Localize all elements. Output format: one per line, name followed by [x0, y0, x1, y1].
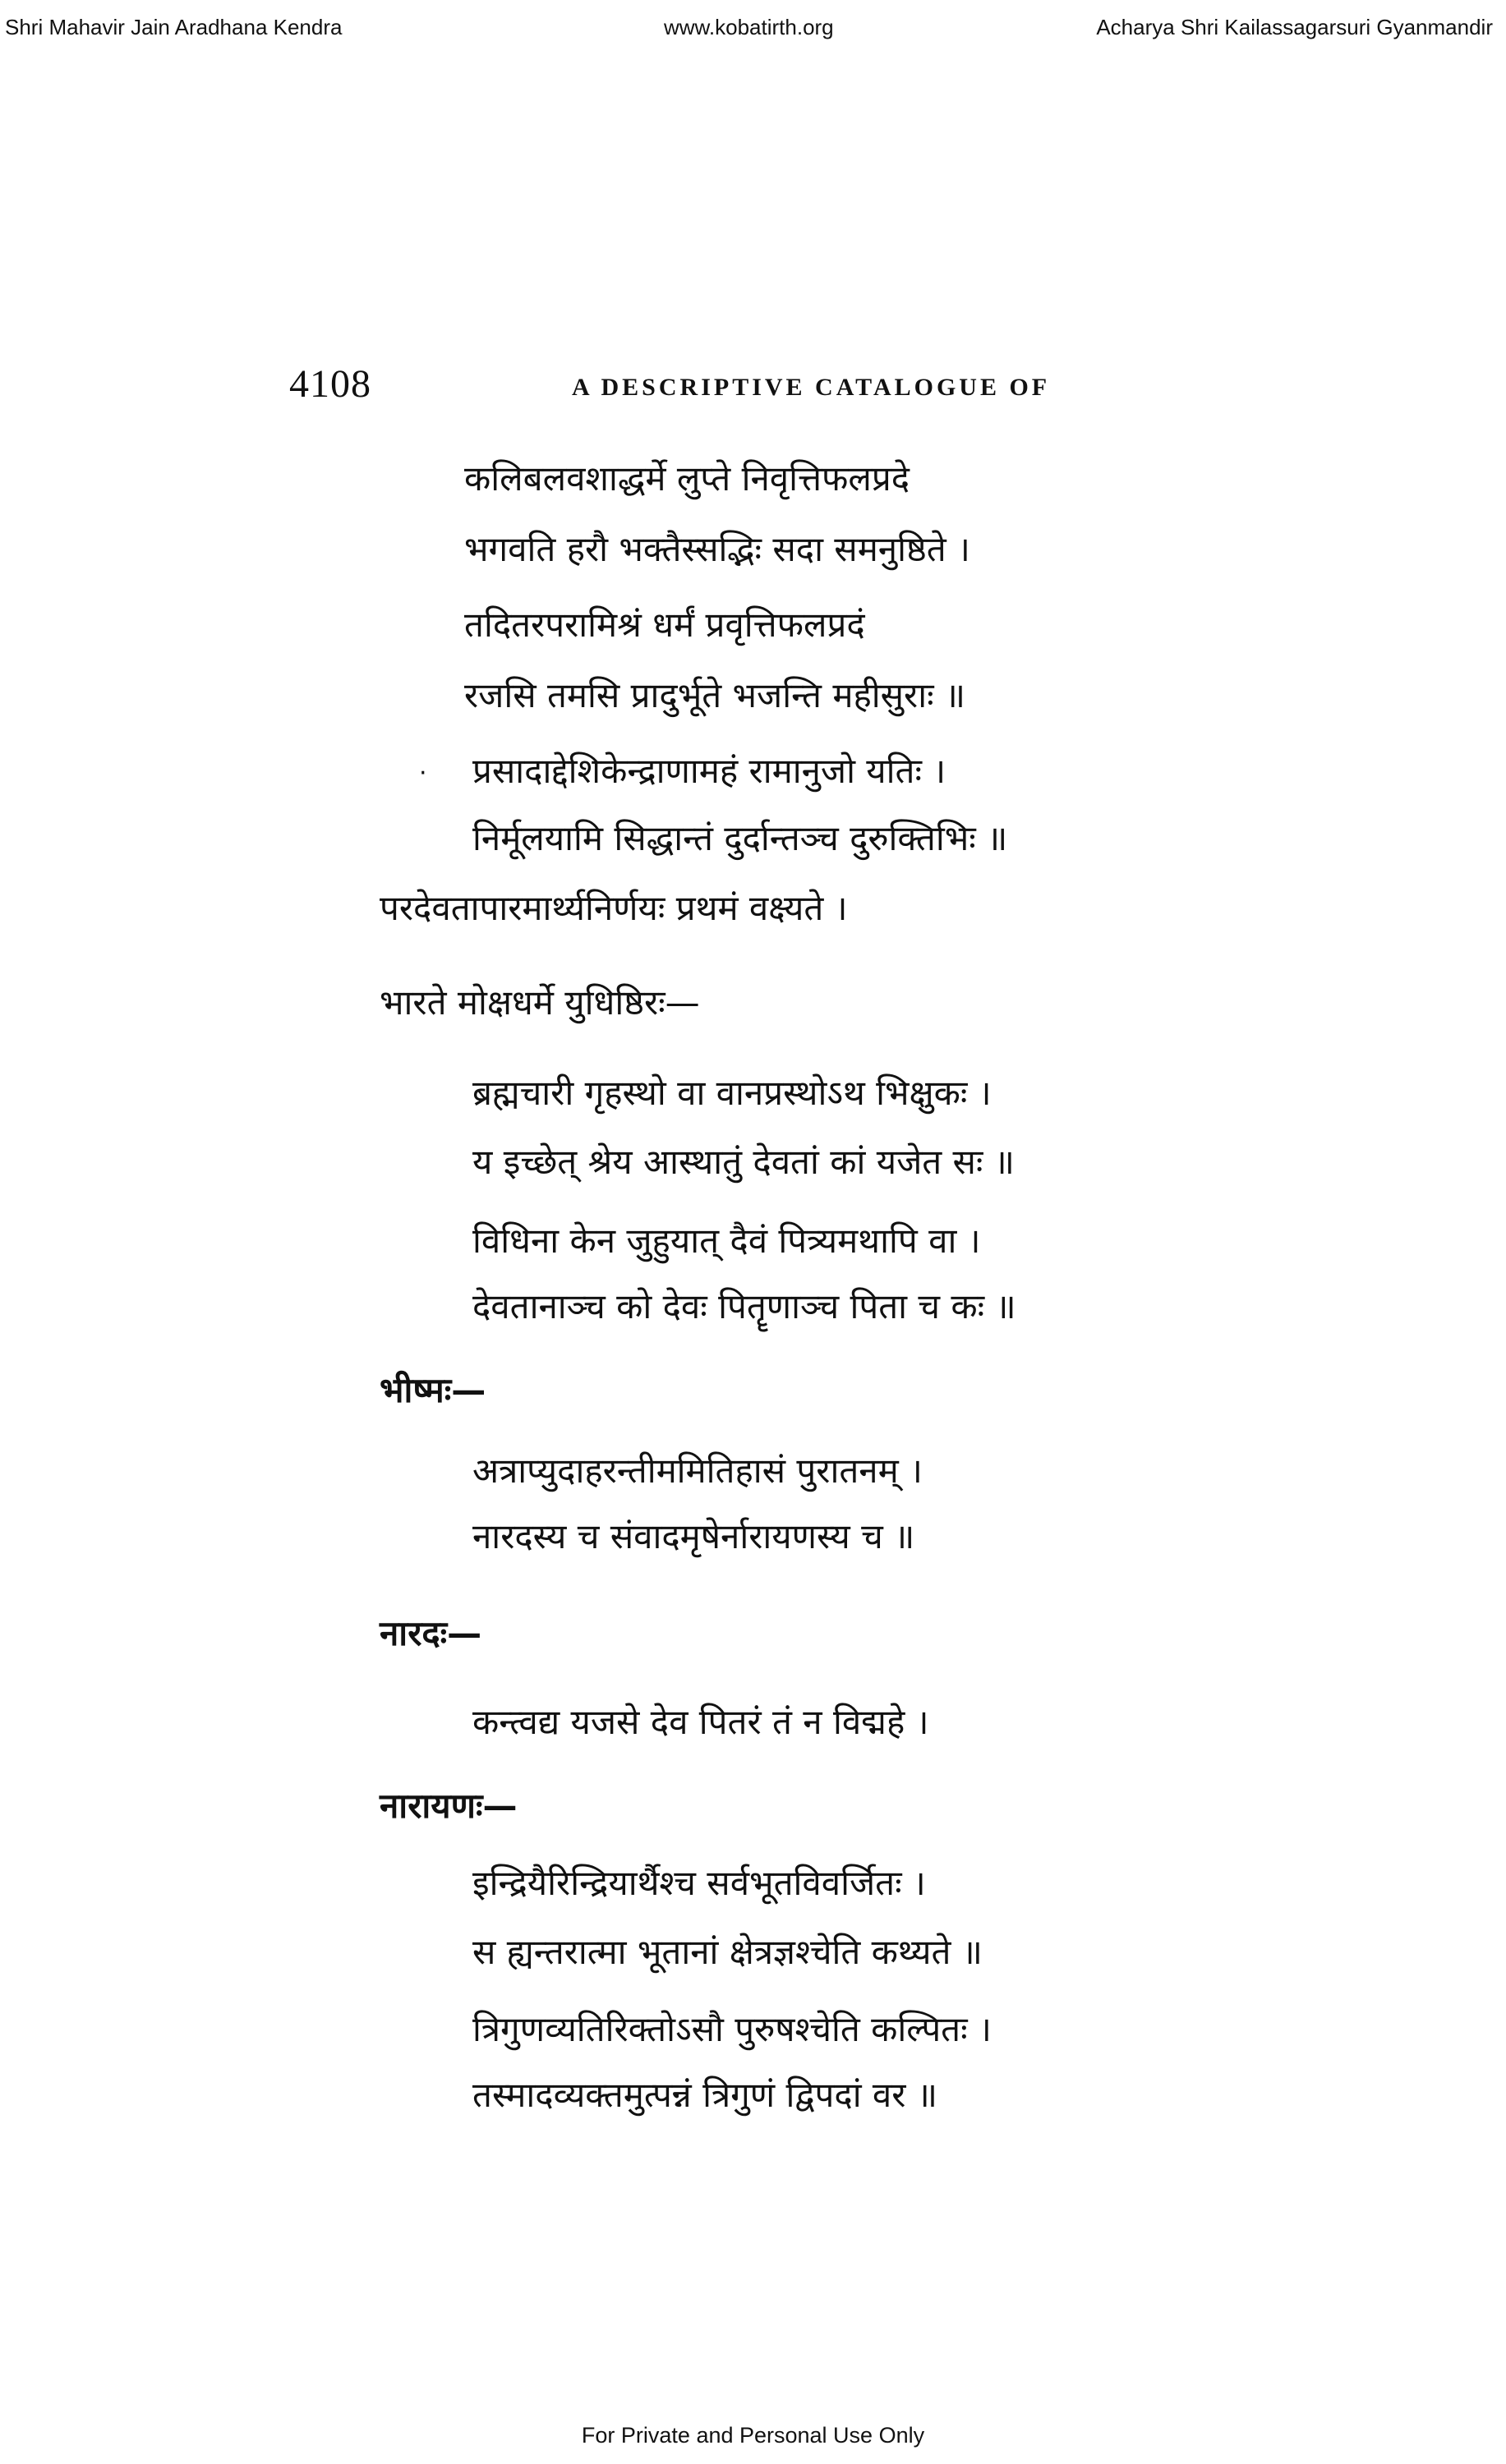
verse-line-10: देवतानाञ्च को देवः पितॄणाञ्च पिता च कः ॥	[472, 1286, 1016, 1326]
speaker-narada: नारदः—	[380, 1613, 482, 1653]
verse-line-7: ब्रह्मचारी गृहस्थो वा वानप्रस्थोऽथ भिक्षुकः ।	[472, 1073, 992, 1113]
verse-line-15: स ह्यन्तरात्मा भूतानां क्षेत्रज्ञश्चेति कथ्यते ॥	[472, 1932, 983, 1972]
verse-line-1: कलिबलवशाद्धर्मे लुप्ते निवृत्तिफलप्रदे	[464, 458, 910, 499]
verse-line-13: कन्त्वद्य यजसे देव पितरं तं न विद्महे ।	[472, 1702, 929, 1742]
header-right-text: Acharya Shri Kailassagarsuri Gyanmandir	[1096, 15, 1493, 39]
verse-line-4: रजसि तमसि प्रादुर्भूते भजन्ति महीसुराः ॥	[464, 675, 966, 715]
speaker-narayana: नारायणः—	[380, 1786, 518, 1826]
footer-note: For Private and Personal Use Only	[581, 2423, 925, 2448]
verse-line-12: नारदस्य च संवादमृषेर्नारायणस्य च ॥	[472, 1516, 915, 1556]
stray-mark: ·	[419, 759, 427, 788]
section-heading-yudhishthira: भारते मोक्षधर्मे युधिष्ठिरः—	[380, 982, 700, 1023]
verse-line-5: प्रसादाद्देशिकेन्द्राणामहं रामानुजो यतिः ।	[472, 751, 946, 791]
verse-line-9: विधिना केन जुहुयात् दैवं पित्र्यमथापि वा ।	[472, 1221, 981, 1261]
verse-line-16: त्रिगुणव्यतिरिक्तोऽसौ पुरुषश्चेति कल्पितः ।	[472, 2009, 992, 2049]
prose-line-1: परदेवतापारमार्थ्यनिर्णयः प्रथमं वक्ष्यते ।	[380, 888, 848, 928]
verse-line-6: निर्मूलयामि सिद्धान्तं दुर्दान्तञ्च दुरुक्तिभिः ॥	[472, 818, 1008, 858]
running-title: A DESCRIPTIVE CATALOGUE OF	[572, 374, 1051, 401]
verse-line-3: तदितरपरामिश्रं धर्मं प्रवृत्तिफलप्रदं	[464, 605, 865, 645]
site-header	[0, 11, 1506, 44]
verse-line-14: इन्द्रियैरिन्द्रियार्थैश्च सर्वभूतविवर्जितः ।	[472, 1863, 926, 1903]
header-left-text: Shri Mahavir Jain Aradhana Kendra	[5, 15, 343, 39]
page-number: 4108	[289, 362, 371, 406]
speaker-bhishma: भीष्मः—	[380, 1370, 486, 1410]
header-center-url[interactable]: www.kobatirth.org	[664, 15, 834, 39]
verse-line-8: य इच्छेत् श्रेय आस्थातुं देवतां कां यजेत सः ॥	[472, 1142, 1015, 1182]
verse-line-17: तस्मादव्यक्तमुत्पन्नं त्रिगुणं द्विपदां वर ॥	[472, 2075, 937, 2115]
verse-line-2: भगवति हरौ भक्तैस्सद्भिः सदा समनुष्ठिते ।	[464, 529, 970, 569]
verse-line-11: अत्राप्युदाहरन्तीममितिहासं पुरातनम् ।	[472, 1450, 923, 1491]
